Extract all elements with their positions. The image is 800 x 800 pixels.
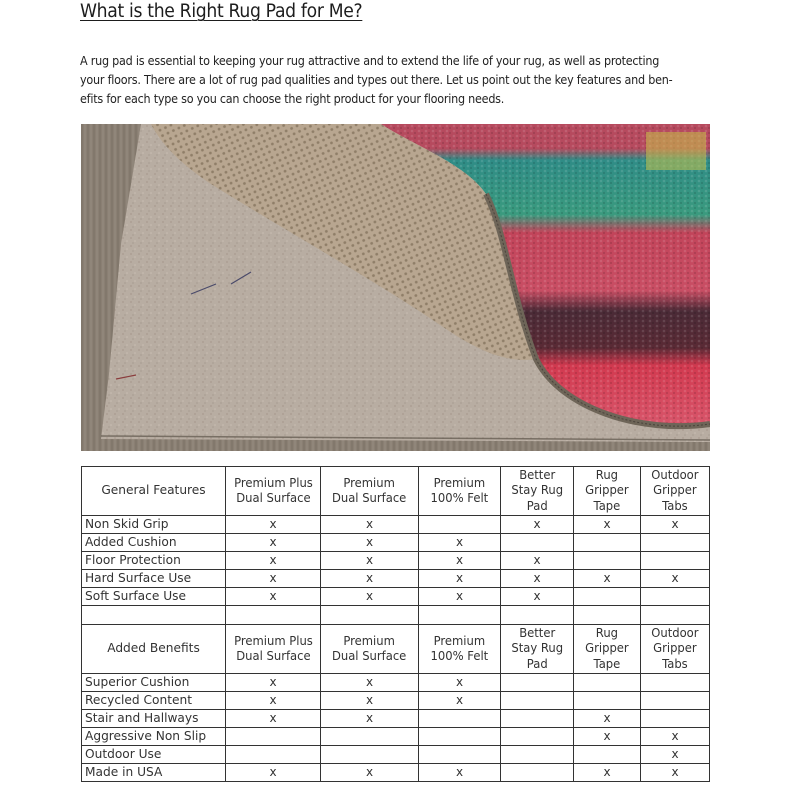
table-row	[82, 588, 710, 606]
empty-cell	[641, 692, 710, 710]
empty-cell	[574, 552, 641, 570]
product-name: Premium Plus Dual Surface	[233, 475, 313, 505]
check-mark-cell: x	[321, 674, 419, 692]
table-spacer-row	[82, 606, 710, 625]
feature-label: Soft Surface Use	[82, 588, 226, 606]
check-mark-cell: x	[226, 764, 321, 782]
table-row	[82, 516, 710, 534]
check-mark-cell: x	[226, 710, 321, 728]
empty-cell	[226, 746, 321, 764]
empty-cell	[574, 674, 641, 692]
check-mark-cell: x	[501, 516, 574, 534]
empty-cell	[574, 606, 641, 625]
check-mark-cell: x	[321, 552, 419, 570]
check-mark-cell: x	[574, 516, 641, 534]
empty-cell	[501, 606, 574, 625]
section-heading: General Features	[82, 467, 226, 516]
intro-paragraph	[80, 52, 713, 109]
check-mark-cell: x	[641, 764, 710, 782]
section-header-row	[82, 467, 710, 516]
empty-cell	[226, 606, 321, 625]
check-mark-cell: x	[226, 516, 321, 534]
check-mark-cell: x	[419, 588, 501, 606]
check-mark-cell: x	[321, 516, 419, 534]
product-column-header	[321, 467, 419, 516]
check-mark-cell: x	[501, 552, 574, 570]
page-title: What is the Right Rug Pad for Me?	[80, 1, 363, 22]
table-row	[82, 674, 710, 692]
feature-label: Superior Cushion	[82, 674, 226, 692]
feature-label: Added Cushion	[82, 534, 226, 552]
check-mark-cell: x	[641, 728, 710, 746]
check-mark-cell: x	[501, 570, 574, 588]
empty-cell	[419, 746, 501, 764]
product-column-header	[501, 625, 574, 674]
empty-cell	[321, 746, 419, 764]
intro-line: A rug pad is essential to keeping your rug attractive and to extend the life of your rug, as well as protecting	[80, 54, 660, 68]
product-name: Outdoor Gripper Tabs	[651, 625, 699, 671]
feature-label: Aggressive Non Slip	[82, 728, 226, 746]
product-name: Premium Dual Surface	[332, 475, 407, 505]
empty-cell	[419, 516, 501, 534]
rug-pad-comparison-table	[81, 466, 710, 782]
check-mark-cell: x	[226, 570, 321, 588]
product-column-header	[321, 625, 419, 674]
check-mark-cell: x	[641, 516, 710, 534]
feature-label: Non Skid Grip	[82, 516, 226, 534]
empty-cell	[419, 710, 501, 728]
check-mark-cell: x	[574, 764, 641, 782]
empty-cell	[574, 692, 641, 710]
check-mark-cell: x	[321, 710, 419, 728]
check-mark-cell: x	[321, 534, 419, 552]
check-mark-cell: x	[321, 570, 419, 588]
empty-cell	[501, 728, 574, 746]
empty-cell	[641, 534, 710, 552]
check-mark-cell: x	[419, 692, 501, 710]
feature-label: Stair and Hallways	[82, 710, 226, 728]
feature-label: Hard Surface Use	[82, 570, 226, 588]
product-column-header	[226, 467, 321, 516]
product-column-header	[641, 467, 710, 516]
feature-label: Outdoor Use	[82, 746, 226, 764]
product-column-header	[419, 467, 501, 516]
check-mark-cell: x	[574, 570, 641, 588]
product-name: Rug Gripper Tape	[585, 625, 629, 671]
check-mark-cell: x	[641, 746, 710, 764]
check-mark-cell: x	[419, 552, 501, 570]
table-row	[82, 710, 710, 728]
product-column-header	[419, 625, 501, 674]
section-heading: Added Benefits	[82, 625, 226, 674]
check-mark-cell: x	[226, 552, 321, 570]
check-mark-cell: x	[419, 534, 501, 552]
check-mark-cell: x	[574, 728, 641, 746]
check-mark-cell: x	[226, 692, 321, 710]
check-mark-cell: x	[226, 534, 321, 552]
empty-cell	[226, 728, 321, 746]
product-column-header	[501, 467, 574, 516]
product-name: Premium Dual Surface	[332, 633, 407, 663]
check-mark-cell: x	[419, 764, 501, 782]
check-mark-cell: x	[321, 764, 419, 782]
product-name: Better Stay Rug Pad	[511, 467, 563, 513]
empty-cell	[82, 606, 226, 625]
product-name: Rug Gripper Tape	[585, 467, 629, 513]
empty-cell	[641, 710, 710, 728]
product-column-header	[641, 625, 710, 674]
empty-cell	[574, 534, 641, 552]
empty-cell	[641, 674, 710, 692]
table-row	[82, 534, 710, 552]
empty-cell	[641, 588, 710, 606]
check-mark-cell: x	[419, 674, 501, 692]
empty-cell	[321, 728, 419, 746]
table-row	[82, 746, 710, 764]
feature-label: Recycled Content	[82, 692, 226, 710]
product-name: Better Stay Rug Pad	[511, 625, 563, 671]
feature-label: Floor Protection	[82, 552, 226, 570]
table-row	[82, 728, 710, 746]
empty-cell	[501, 692, 574, 710]
product-column-header	[574, 467, 641, 516]
product-name: Outdoor Gripper Tabs	[651, 467, 699, 513]
rug-pad-photo	[81, 124, 710, 451]
section-header-row	[82, 625, 710, 674]
table-row	[82, 692, 710, 710]
check-mark-cell: x	[226, 674, 321, 692]
check-mark-cell: x	[321, 692, 419, 710]
check-mark-cell: x	[226, 588, 321, 606]
check-mark-cell: x	[419, 570, 501, 588]
check-mark-cell: x	[321, 588, 419, 606]
intro-line: your floors. There are a lot of rug pad qualities and types out there. Let us point out the key features and ben-	[80, 73, 673, 87]
empty-cell	[321, 606, 419, 625]
empty-cell	[501, 764, 574, 782]
product-column-header	[226, 625, 321, 674]
rug-pad-illustration	[81, 124, 710, 451]
empty-cell	[501, 710, 574, 728]
empty-cell	[419, 728, 501, 746]
empty-cell	[501, 746, 574, 764]
empty-cell	[641, 606, 710, 625]
intro-line: efits for each type so you can choose the right product for your flooring needs.	[80, 92, 505, 106]
product-name: Premium 100% Felt	[430, 633, 489, 663]
empty-cell	[641, 552, 710, 570]
empty-cell	[574, 588, 641, 606]
check-mark-cell: x	[641, 570, 710, 588]
check-mark-cell: x	[501, 588, 574, 606]
table-row	[82, 552, 710, 570]
empty-cell	[419, 606, 501, 625]
product-column-header	[574, 625, 641, 674]
empty-cell	[574, 746, 641, 764]
feature-label: Made in USA	[82, 764, 226, 782]
empty-cell	[501, 674, 574, 692]
table-row	[82, 764, 710, 782]
product-name: Premium 100% Felt	[430, 475, 489, 505]
check-mark-cell: x	[574, 710, 641, 728]
product-name: Premium Plus Dual Surface	[233, 633, 313, 663]
empty-cell	[501, 534, 574, 552]
table-row	[82, 570, 710, 588]
